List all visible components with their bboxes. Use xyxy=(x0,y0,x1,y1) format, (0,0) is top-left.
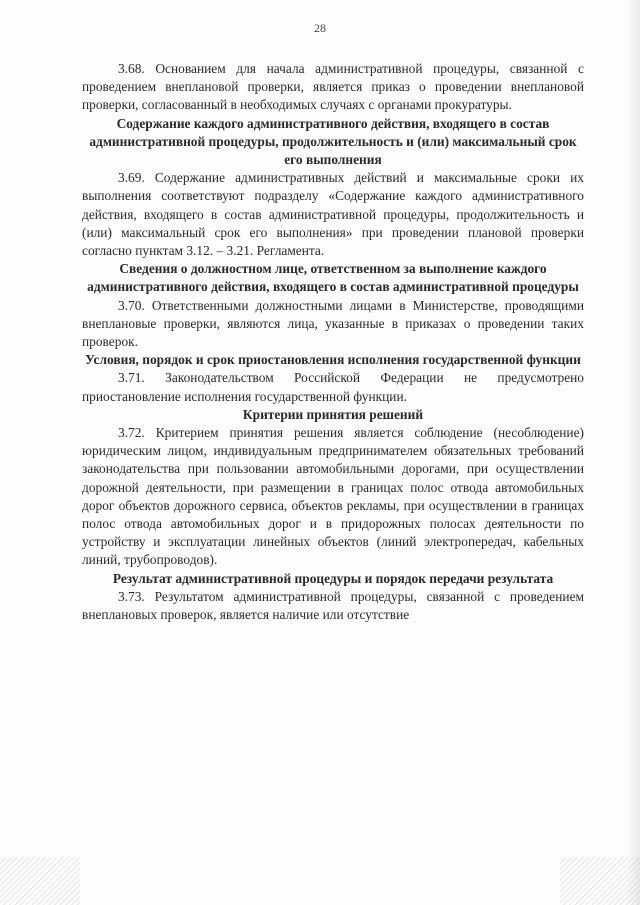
heading-responsible-official: Сведения о должностном лице, ответственном за выполнение каждого административного действия, входящего в состав административной процедуры xyxy=(87,261,579,295)
page-content xyxy=(82,60,584,624)
heading-procedure-result: Результат административной процедуры и порядок передачи результата xyxy=(112,570,554,586)
scan-noise-left xyxy=(0,857,80,905)
page-edge-shadow xyxy=(626,0,640,905)
heading-decision-criteria: Критерии принятия решений xyxy=(242,406,424,422)
paragraph-3-69: 3.69. Содержание административных действий и максимальные сроки их выполнения соответствуют подразделу «Содержание каждого административного действия, входящего в состав административной процедуры, продолжительность и (или) максимальный срок его выполнения» при проведении плановой проверки согласно пунктам 3.12. – 3.21. Регламента. xyxy=(82,170,584,259)
paragraph-3-70: 3.70. Ответственными должностными лицами в Министерстве, проводящими внеплановые проверки, являются лица, указанные в приказах о проведении таких проверок. xyxy=(82,297,584,350)
heading-suspension-conditions: Условия, порядок и срок приостановления исполнения государственной функции xyxy=(85,352,581,368)
paragraph-3-71: 3.71. Законодательством Российской Федерации не предусмотрено приостановление исполнения государственной функции. xyxy=(82,370,584,404)
paragraph-3-68: 3.68. Основанием для начала административной процедуры, связанной с проведением внеплановой проверки, является приказ о проведении внеплановой проверки, согласованный в необходимых случаях с органами прокуратуры. xyxy=(82,61,584,113)
page-number: 28 xyxy=(314,21,326,35)
paragraph-3-72: 3.72. Критерием принятия решения является соблюдение (несоблюдение) юридическим лицом, индивидуальным предпринимателем обязательных требований законодательства при пользовании автомобильными дорогами, при осуществлении дорожной деятельности, при размещении в границах полос отвода автомобильных дорог объектов дорожного сервиса, объектов рекламы, при осуществлении в границах полос отвода автомобильных дорог и в придорожных полосах деятельности по устройству и эксплуатации линейных объектов (линий электропередач, кабельных линий, трубопроводов). xyxy=(82,425,584,568)
heading-action-content: Содержание каждого административного действия, входящего в состав административной процедуры, продолжительность и (или) максимальный срок его выполнения xyxy=(89,115,577,168)
paragraph-3-73: 3.73. Результатом административной процедуры, связанной с проведением внеплановых проверок, является наличие или отсутствие xyxy=(82,588,584,623)
